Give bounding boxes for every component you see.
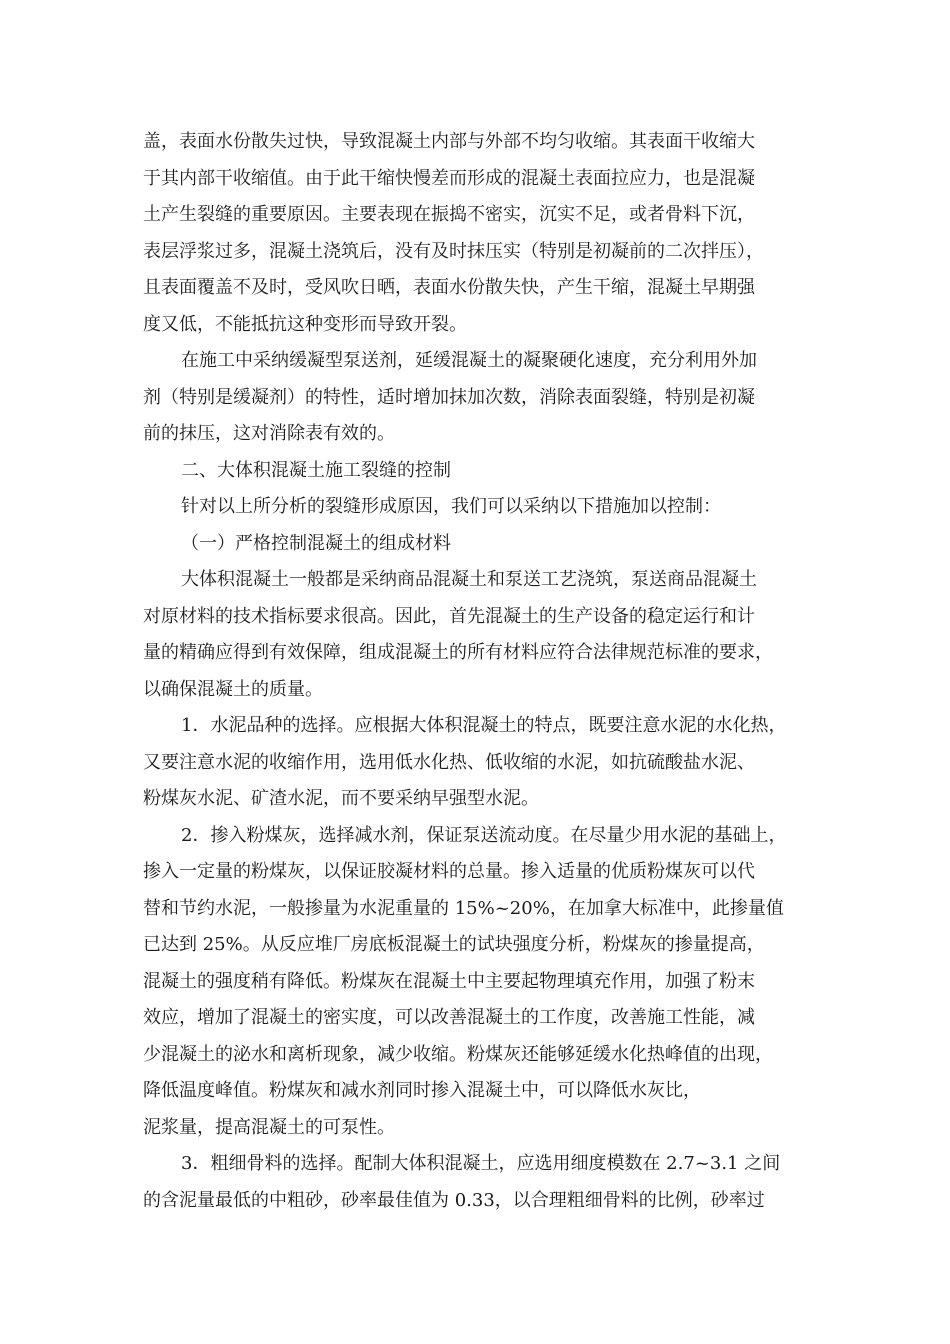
text-line: 已达到 25%。从反应堆厂房底板混凝土的试块强度分析，粉煤灰的掺量提高，: [143, 934, 765, 955]
text-line: 降低温度峰值。粉煤灰和减水剂同时掺入混凝土中，可以降低水灰比，: [143, 1080, 701, 1101]
text-line: 对原材料的技术指标要求很高。因此，首先混凝土的生产设备的稳定运行和计: [143, 605, 755, 627]
text-line: 泥浆量，提高混凝土的可泵性。: [143, 1116, 395, 1138]
text-line: 2．掺入粉煤灰，选择减水剂，保证泵送流动度。在尽量少用水泥的基础上，: [181, 824, 787, 846]
text-line: 混凝土的强度稍有降低。粉煤灰在混凝土中主要起物理填充作用，加强了粉末: [143, 970, 755, 992]
text-line: 1．水泥品种的选择。应根据大体积混凝土的特点，既要注意水泥的水化热，: [181, 715, 787, 736]
text-line: 土产生裂缝的重要原因。主要表现在振捣不密实，沉实不足，或者骨料下沉，: [143, 204, 755, 225]
text-line: 少混凝土的泌水和离析现象，减少收缩。粉煤灰还能够延缓水化热峰值的出现，: [143, 1043, 773, 1065]
text-line: 的含泥量最低的中粗砂，砂率最佳值为 0.33，以合理粗细骨料的比例，砂率过: [143, 1189, 765, 1211]
text-line: 于其内部干收缩值。由于此干缩快慢差而形成的混凝土表面拉应力，也是混凝: [143, 167, 755, 189]
text-line: 在施工中采纳缓凝型泵送剂，延缓混凝土的凝聚硬化速度，充分利用外加: [181, 350, 757, 371]
text-line: 效应，增加了混凝土的密实度，可以改善混凝土的工作度，改善施工性能，减: [143, 1007, 755, 1028]
text-line: 掺入一定量的粉煤灰，以保证胶凝材料的总量。掺入适量的优质粉煤灰可以代: [143, 861, 755, 882]
text-line: 表层浮浆过多，混凝土浇筑后，没有及时抹压实（特别是初凝前的二次拌压），: [143, 240, 764, 262]
text-line: 剂（特别是缓凝剂）的特性，适时增加抹加次数，消除表面裂缝，特别是初凝: [143, 386, 755, 408]
text-line: 度又低，不能抵抗这种变形而导致开裂。: [143, 313, 467, 335]
text-line: 盖，表面水份散失过快，导致混凝土内部与外部不均匀收缩。其表面干收缩大: [143, 131, 755, 152]
text-line: 且表面覆盖不及时，受风吹日晒，表面水份散失快，产生干缩，混凝土早期强: [143, 277, 755, 298]
text-line: 大体积混凝土一般都是采纳商品混凝土和泵送工艺浇筑，泵送商品混凝土: [181, 569, 757, 590]
text-line: 粉煤灰水泥、矿渣水泥，而不要采纳早强型水泥。: [143, 788, 539, 809]
text-line: 又要注意水泥的收缩作用，选用低水化热、低收缩的水泥，如抗硫酸盐水泥、: [143, 751, 755, 773]
text-line: 前的抹压，这对消除表有效的。: [143, 423, 395, 444]
text-line: （一）严格控制混凝土的组成材料: [181, 532, 451, 554]
text-line: 二、大体积混凝土施工裂缝的控制: [181, 459, 451, 481]
document-body: [143, 124, 813, 1219]
text-line: 量的精确应得到有效保障，组成混凝土的所有材料应符合法律规范标准的要求，: [143, 642, 773, 663]
text-line: 针对以上所分析的裂缝形成原因，我们可以采纳以下措施加以控制：: [181, 496, 721, 517]
text-line: 以确保混凝土的质量。: [143, 678, 323, 700]
text-line: 替和节约水泥，一般掺量为水泥重量的 15%~20%，在加拿大标准中，此掺量值: [143, 897, 784, 919]
text-line: 3．粗细骨料的选择。配制大体积混凝土，应选用细度模数在 2.7~3.1 之间: [181, 1153, 781, 1174]
